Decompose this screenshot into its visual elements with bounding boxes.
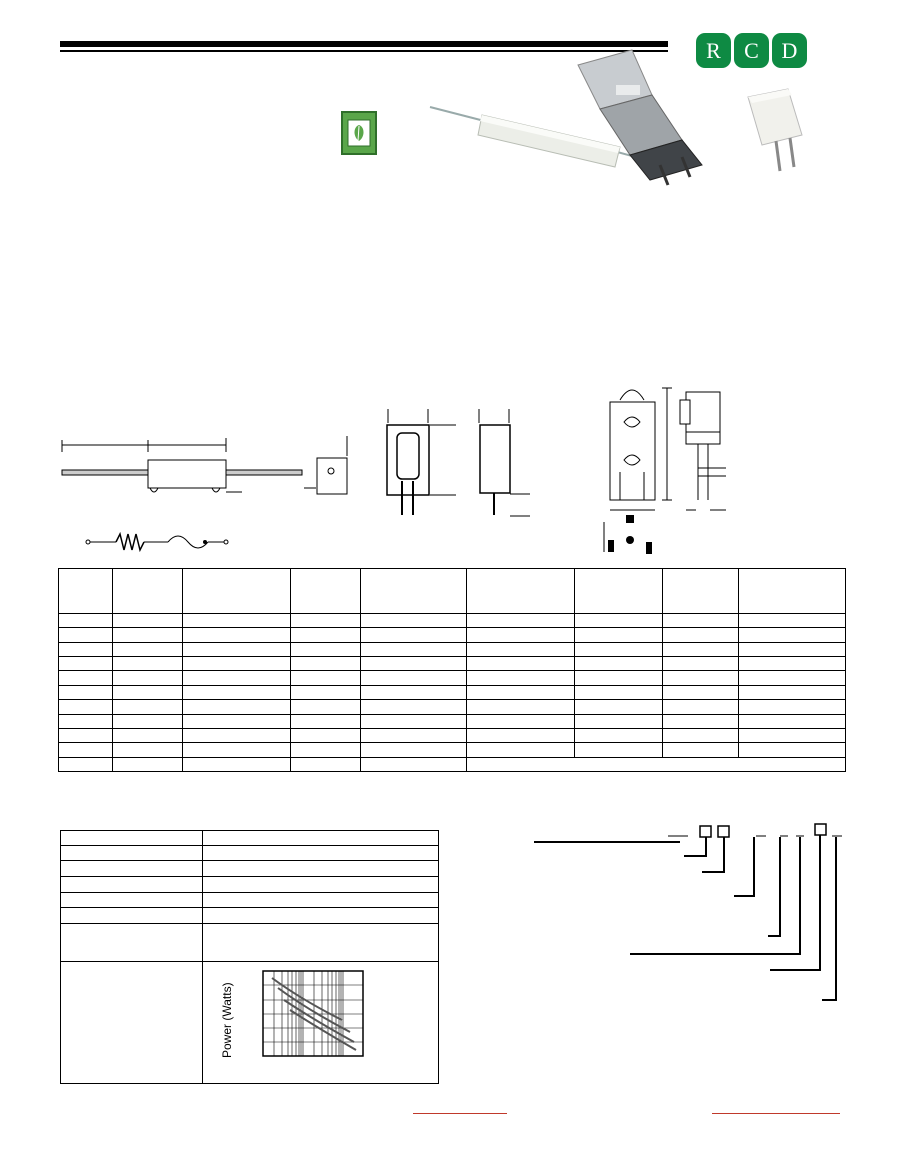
spec-row — [61, 893, 439, 908]
logo-letter-d: D — [772, 33, 807, 68]
part-number-diagram — [530, 818, 850, 1008]
spec-row — [61, 877, 439, 893]
table-header-row — [59, 569, 846, 614]
chart-y-axis-label: Power (Watts) — [220, 982, 234, 1058]
table-row — [59, 685, 846, 699]
spec-row — [61, 831, 439, 846]
footer-link-underline — [712, 1113, 840, 1114]
table-row — [59, 671, 846, 685]
fuse-dimension-drawing — [600, 382, 740, 562]
radial-dimension-drawing — [380, 405, 540, 520]
characteristics-table — [60, 830, 439, 1084]
footer-link-underline — [413, 1113, 507, 1114]
product-photos — [420, 45, 820, 195]
spec-row-chart — [61, 962, 439, 1084]
table-row — [59, 614, 846, 628]
table-row — [59, 728, 846, 742]
fusing-curve-chart — [262, 970, 366, 1058]
logo-letter-r: R — [696, 33, 731, 68]
axial-dimension-drawing — [58, 430, 358, 555]
table-row — [59, 757, 846, 771]
table-row — [59, 743, 846, 757]
table-row — [59, 628, 846, 642]
radial-fuse-photo — [578, 50, 702, 185]
spec-row — [61, 846, 439, 861]
radial-resistor-photo — [748, 89, 802, 171]
spec-row — [61, 908, 439, 924]
rohs-leaf-icon — [341, 111, 377, 155]
table-row — [59, 657, 846, 671]
spec-row — [61, 924, 439, 962]
spec-row — [61, 861, 439, 877]
table-row — [59, 714, 846, 728]
logo-letter-c: C — [734, 33, 769, 68]
table-row — [59, 642, 846, 656]
specs-table — [58, 568, 846, 772]
table-row — [59, 700, 846, 714]
